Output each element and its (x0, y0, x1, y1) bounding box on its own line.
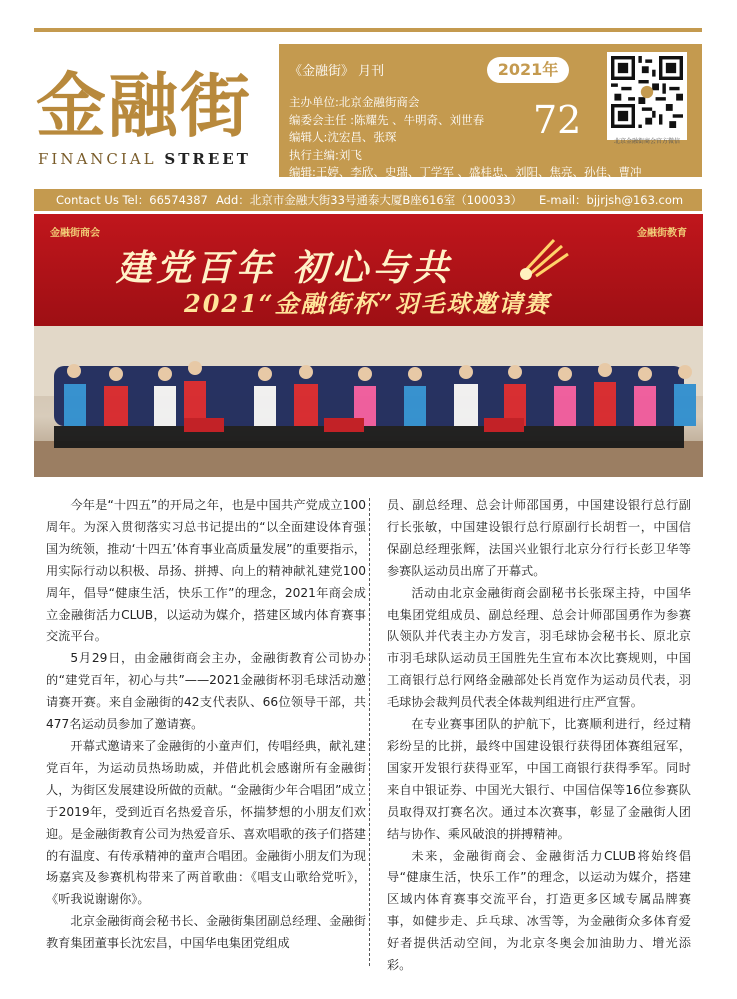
article-column-left (46, 495, 366, 955)
banner-logo-right: 金融街教育 (637, 228, 687, 239)
article-paragraph: 今年是“十四五”的开局之年，也是中国共产党成立100周年。为深入贯彻落实习总书记提出的“以全面建设体育强国为统领，推动‘十四五’体育事业高质量发展”的重要指示，用实际行动以积极、昂扬、拼搏、向上的精神献礼建党100周年，倡导“健康生活，快乐工作”的理念，2021年商会成立金融街活力CLUB，以运动为媒介，搭建区域内体育赛事交流平台。 (46, 498, 366, 644)
article-column-right (387, 495, 691, 977)
credit-line: 主办单位:北京金融街商会 (289, 95, 420, 109)
qr-code-icon (611, 56, 683, 128)
event-banner (34, 214, 703, 326)
crowd-group-image (34, 326, 703, 477)
event-photo (34, 214, 703, 477)
top-rule (34, 28, 702, 32)
masthead-info (279, 44, 702, 177)
article-paragraph: 未来，金融街商会、金融街活力CLUB将始终倡导“健康生活，快乐工作”的理念，以运动为媒介，搭建区域内体育赛事交流平台，打造更多区域专属品牌赛事，如健步走、乒乓球、冰雪等，为金融街众多体育爱好者提供活动空间，为北京冬奥会加油助力、增光添彩。 (387, 848, 691, 973)
article-paragraph: 开幕式邀请来了金融街的小童声们，传唱经典，献礼建党百年，为运动员热场助威，并借此机会感谢所有金融街人，为街区发展建设所做的贡献。“金融街少年合唱团”成立于2019年，受到近百名热爱音乐，怀揣梦想的小朋友们欢迎。是金融街教育公司为热爱音乐、喜欢唱歌的孩子们搭建的有温度、有传承精神的童声合唱团。金融街小朋友们为现场嘉宾及参赛机构带来了两首歌曲：《唱支山歌给党听》，《听我说谢谢你》。 (46, 738, 366, 907)
magazine-name: 《金融街》 月刊 (289, 64, 385, 79)
article-paragraph: 在专业赛事团队的护航下，比赛顺利进行，经过精彩纷呈的比拼，最终中国建设银行获得团体赛组冠军，国家开发银行获得亚军，中国工商银行获得季军。同时来自中银证券、中国光大银行、中国信保等16位参赛队员取得双打赛名次。通过本次赛事，彰显了金融街人团结与协作、乘风破浪的拼搏精神。 (387, 717, 691, 841)
logo-english: FINANCIAL STREET (38, 150, 251, 168)
article-paragraph: 5月29日，由金融街商会主办，金融街教育公司协办的“建党百年，初心与共”——2021金融街杯羽毛球活动邀请赛开赛。来自金融街的42支代表队、66位领导干部，共477名运动员参加了邀请赛。 (46, 651, 366, 732)
contact-bar (34, 189, 702, 211)
credit-line: 编委会主任 :陈耀先 、牛明奇、刘世春 (289, 112, 485, 127)
qr-caption: 北京金融街商会官方微信 (613, 138, 680, 145)
column-divider (369, 498, 370, 966)
contact-email: E-mail：bjjrjsh@163.com (539, 193, 684, 207)
banner-subtitle: 2021“金融街杯”羽毛球邀请赛 (184, 289, 551, 318)
banner-title: 建党百年 初心与共 (116, 247, 453, 289)
article-paragraph: 员、副总经理、总会计师邵国勇，中国建设银行总行副行长张敏，中国建设银行总行原副行长胡哲一，中国信保副总经理张辉，法国兴业银行北京分行行长彭卫华等参赛队运动员出席了开幕式。 (387, 498, 691, 578)
credit-line: 执行主编:刘飞 (289, 147, 362, 162)
contact-tel: Contact Us Tel：66574387 (56, 193, 208, 207)
banner-logo-left: 金融街商会 (50, 228, 100, 239)
credit-line: 编辑:王婷、李欣、史瑞、丁学军 、盛桂忠、刘阳、焦亮、孙佳、曹冲 (289, 165, 642, 179)
qr-code (607, 52, 687, 145)
contact-address: Add：北京市金融大街33号通泰大厦B座616室（100033） (216, 193, 523, 207)
issue-number: 72 (533, 98, 582, 142)
editorial-credits (289, 94, 642, 182)
credit-line: 编辑人:沈宏昌、张琛 (289, 130, 397, 144)
article-paragraph: 北京金融街商会秘书长、金融街集团副总经理、金融街教育集团董事长沈宏昌，中国华电集团党组成 (46, 914, 366, 951)
masthead-logo (34, 44, 270, 184)
year-badge: 2021年 (487, 57, 569, 83)
logo-chinese: 金融街 (36, 64, 252, 147)
shuttlecock-icon (514, 232, 574, 282)
article-paragraph: 活动由北京金融街商会副秘书长张琛主持，中国华电集团党组成员、副总经理、总会计师邵国勇作为参赛队领队并代表主办方发言，羽毛球协会秘书长、原北京市羽毛球队运动员王国胜先生宣布本次比赛规则，中国工商银行总行网络金融部处长肖宽作为运动员代表，羽毛球协会裁判员代表全体裁判组进行庄严宣誓。 (387, 585, 691, 710)
